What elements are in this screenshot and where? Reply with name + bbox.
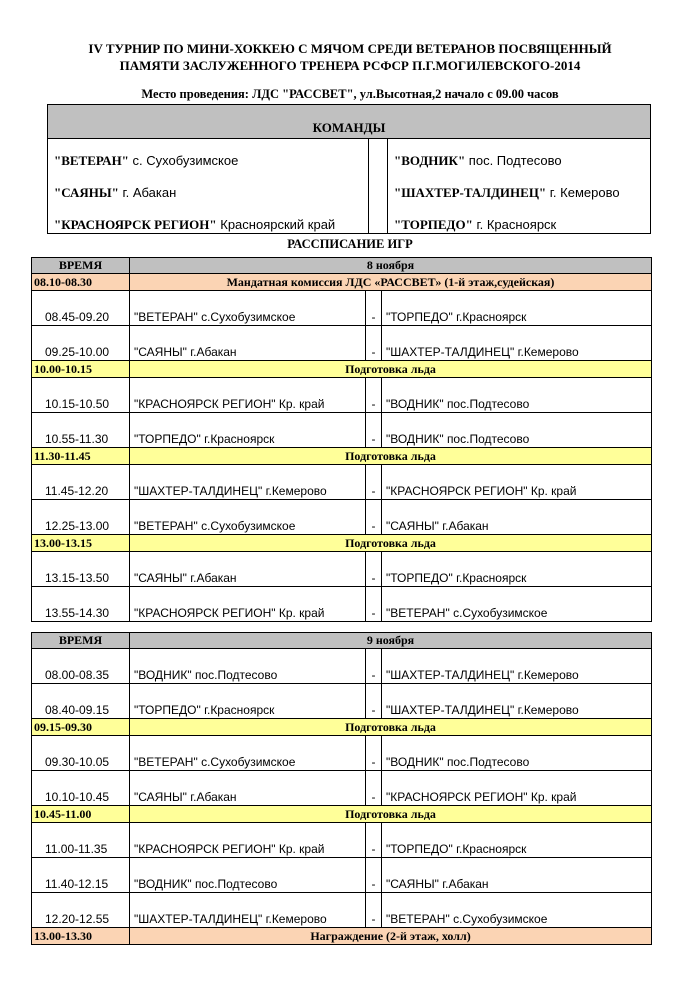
teams-table — [47, 104, 651, 234]
match-row — [32, 736, 652, 771]
event-time: 10.45-11.00 — [32, 806, 130, 823]
team-place: г. Абакан — [122, 185, 177, 200]
match-row — [32, 587, 652, 622]
event-label: Подготовка льда — [130, 806, 652, 823]
match-time: 11.40-12.15 — [32, 858, 130, 893]
event-time: 10.00-10.15 — [32, 361, 130, 378]
home-team: "КРАСНОЯРСК РЕГИОН" Кр. край — [130, 378, 366, 413]
away-team: "ВЕТЕРАН" с.Сухобузимское — [382, 893, 652, 928]
event-label: Подготовка льда — [130, 719, 652, 736]
versus-dash: - — [366, 378, 382, 413]
match-time: 08.45-09.20 — [32, 291, 130, 326]
match-row — [32, 465, 652, 500]
home-team: "ВЕТЕРАН" с.Сухобузимское — [130, 736, 366, 771]
match-time: 10.55-11.30 — [32, 413, 130, 448]
versus-dash: - — [366, 326, 382, 361]
schedule-table-day1 — [31, 257, 652, 622]
team-entry — [394, 185, 620, 201]
home-team: "САЯНЫ" г.Абакан — [130, 552, 366, 587]
ice-prep-row — [32, 535, 652, 552]
schedule-table-day2 — [31, 632, 652, 945]
team-name: "САЯНЫ" — [54, 185, 119, 200]
versus-dash: - — [366, 736, 382, 771]
match-row — [32, 771, 652, 806]
match-row — [32, 893, 652, 928]
team-place: г. Красноярск — [476, 217, 557, 232]
event-time: 13.00-13.15 — [32, 535, 130, 552]
match-time: 09.30-10.05 — [32, 736, 130, 771]
team-place: с. Сухобузимское — [132, 153, 239, 168]
home-team: "ВОДНИК" пос.Подтесово — [130, 858, 366, 893]
away-team: "ВОДНИК" пос.Подтесово — [382, 413, 652, 448]
match-time: 13.55-14.30 — [32, 587, 130, 622]
match-time: 13.15-13.50 — [32, 552, 130, 587]
versus-dash: - — [366, 587, 382, 622]
event-label: Подготовка льда — [130, 535, 652, 552]
match-time: 08.40-09.15 — [32, 684, 130, 719]
versus-dash: - — [366, 893, 382, 928]
date-column-header: 9 ноября — [130, 633, 652, 649]
match-row — [32, 291, 652, 326]
versus-dash: - — [366, 291, 382, 326]
match-row — [32, 552, 652, 587]
away-team: "ШАХТЕР-ТАЛДИНЕЦ" г.Кемерово — [382, 649, 652, 684]
team-place: г. Кемерово — [549, 185, 620, 200]
teams-divider-right — [387, 139, 388, 233]
away-team: "ТОРПЕДО" г.Красноярск — [382, 552, 652, 587]
team-place: Красноярский край — [220, 217, 336, 232]
home-team: "САЯНЫ" г.Абакан — [130, 326, 366, 361]
away-team: "КРАСНОЯРСК РЕГИОН" Кр. край — [382, 465, 652, 500]
match-time: 12.20-12.55 — [32, 893, 130, 928]
match-row — [32, 500, 652, 535]
home-team: "КРАСНОЯРСК РЕГИОН" Кр. край — [130, 587, 366, 622]
match-time: 12.25-13.00 — [32, 500, 130, 535]
date-column-header: 8 ноября — [130, 258, 652, 274]
time-column-header: ВРЕМЯ — [32, 633, 130, 649]
team-name: "ШАХТЕР-ТАЛДИНЕЦ" — [394, 185, 547, 200]
ice-prep-row — [32, 806, 652, 823]
versus-dash: - — [366, 465, 382, 500]
team-entry — [394, 217, 556, 233]
home-team: "САЯНЫ" г.Абакан — [130, 771, 366, 806]
home-team: "ТОРПЕДО" г.Красноярск — [130, 684, 366, 719]
versus-dash: - — [366, 552, 382, 587]
venue-line: Место проведения: ЛДС "РАССВЕТ", ул.Высотная,2 начало с 09.00 часов — [141, 87, 559, 101]
away-team: "ТОРПЕДО" г.Красноярск — [382, 291, 652, 326]
event-time: 13.00-13.30 — [32, 928, 130, 945]
event-label: Мандатная комиссия ЛДС «РАССВЕТ» (1-й этаж,судейская) — [130, 274, 652, 291]
home-team: "ТОРПЕДО" г.Красноярск — [130, 413, 366, 448]
match-row — [32, 413, 652, 448]
team-place: пос. Подтесово — [468, 153, 562, 168]
team-name: "ВОДНИК" — [394, 153, 466, 168]
ice-prep-row — [32, 361, 652, 378]
home-team: "ШАХТЕР-ТАЛДИНЕЦ" г.Кемерово — [130, 465, 366, 500]
schedule-header-row — [32, 258, 652, 274]
team-name: "ТОРПЕДО" — [394, 217, 473, 232]
home-team: "КРАСНОЯРСК РЕГИОН" Кр. край — [130, 823, 366, 858]
schedule-title: РАССПИСАНИЕ ИГР — [287, 237, 413, 251]
away-team: "ТОРПЕДО" г.Красноярск — [382, 823, 652, 858]
home-team: "ВЕТЕРАН" с.Сухобузимское — [130, 291, 366, 326]
away-team: "ШАХТЕР-ТАЛДИНЕЦ" г.Кемерово — [382, 684, 652, 719]
home-team: "ВЕТЕРАН" с.Сухобузимское — [130, 500, 366, 535]
away-team: "САЯНЫ" г.Абакан — [382, 858, 652, 893]
team-entry — [54, 217, 335, 233]
event-label: Награждение (2-й этаж, холл) — [130, 928, 652, 945]
event-time: 08.10-08.30 — [32, 274, 130, 291]
match-row — [32, 378, 652, 413]
away-team: "ВЕТЕРАН" с.Сухобузимское — [382, 587, 652, 622]
match-time: 08.00-08.35 — [32, 649, 130, 684]
title-line-2: ПАМЯТИ ЗАСЛУЖЕННОГО ТРЕНЕРА РСФСР П.Г.МОГИЛЕВСКОГО-2014 — [119, 58, 581, 73]
schedule-header-row — [32, 633, 652, 649]
home-team: "ШАХТЕР-ТАЛДИНЕЦ" г.Кемерово — [130, 893, 366, 928]
teams-header — [48, 105, 650, 139]
away-team: "ВОДНИК" пос.Подтесово — [382, 378, 652, 413]
teams-header-label: КОМАНДЫ — [312, 120, 386, 135]
event-label: Подготовка льда — [130, 448, 652, 465]
away-team: "КРАСНОЯРСК РЕГИОН" Кр. край — [382, 771, 652, 806]
versus-dash: - — [366, 649, 382, 684]
teams-divider-left — [368, 139, 369, 233]
away-team: "САЯНЫ" г.Абакан — [382, 500, 652, 535]
match-time: 11.00-11.35 — [32, 823, 130, 858]
versus-dash: - — [366, 771, 382, 806]
match-row — [32, 649, 652, 684]
home-team: "ВОДНИК" пос.Подтесово — [130, 649, 366, 684]
document-title — [0, 40, 700, 74]
match-row — [32, 858, 652, 893]
match-time: 10.15-10.50 — [32, 378, 130, 413]
match-time: 09.25-10.00 — [32, 326, 130, 361]
versus-dash: - — [366, 500, 382, 535]
team-entry — [54, 185, 176, 201]
away-team: "ВОДНИК" пос.Подтесово — [382, 736, 652, 771]
away-team: "ШАХТЕР-ТАЛДИНЕЦ" г.Кемерово — [382, 326, 652, 361]
event-label: Подготовка льда — [130, 361, 652, 378]
ice-prep-row — [32, 719, 652, 736]
team-name: "ВЕТЕРАН" — [54, 153, 129, 168]
ice-prep-row — [32, 448, 652, 465]
team-entry — [54, 153, 238, 169]
match-time: 10.10-10.45 — [32, 771, 130, 806]
versus-dash: - — [366, 413, 382, 448]
time-column-header: ВРЕМЯ — [32, 258, 130, 274]
event-time: 11.30-11.45 — [32, 448, 130, 465]
title-line-1: IV ТУРНИР ПО МИНИ-ХОККЕЮ С МЯЧОМ СРЕДИ ВЕТЕРАНОВ ПОСВЯЩЕННЫЙ — [88, 41, 612, 56]
versus-dash: - — [366, 823, 382, 858]
team-name: "КРАСНОЯРСК РЕГИОН" — [54, 217, 217, 232]
match-time: 11.45-12.20 — [32, 465, 130, 500]
team-entry — [394, 153, 562, 169]
event-time: 09.15-09.30 — [32, 719, 130, 736]
match-row — [32, 823, 652, 858]
event-row — [32, 274, 652, 291]
match-row — [32, 684, 652, 719]
match-row — [32, 326, 652, 361]
versus-dash: - — [366, 684, 382, 719]
event-row — [32, 928, 652, 945]
versus-dash: - — [366, 858, 382, 893]
